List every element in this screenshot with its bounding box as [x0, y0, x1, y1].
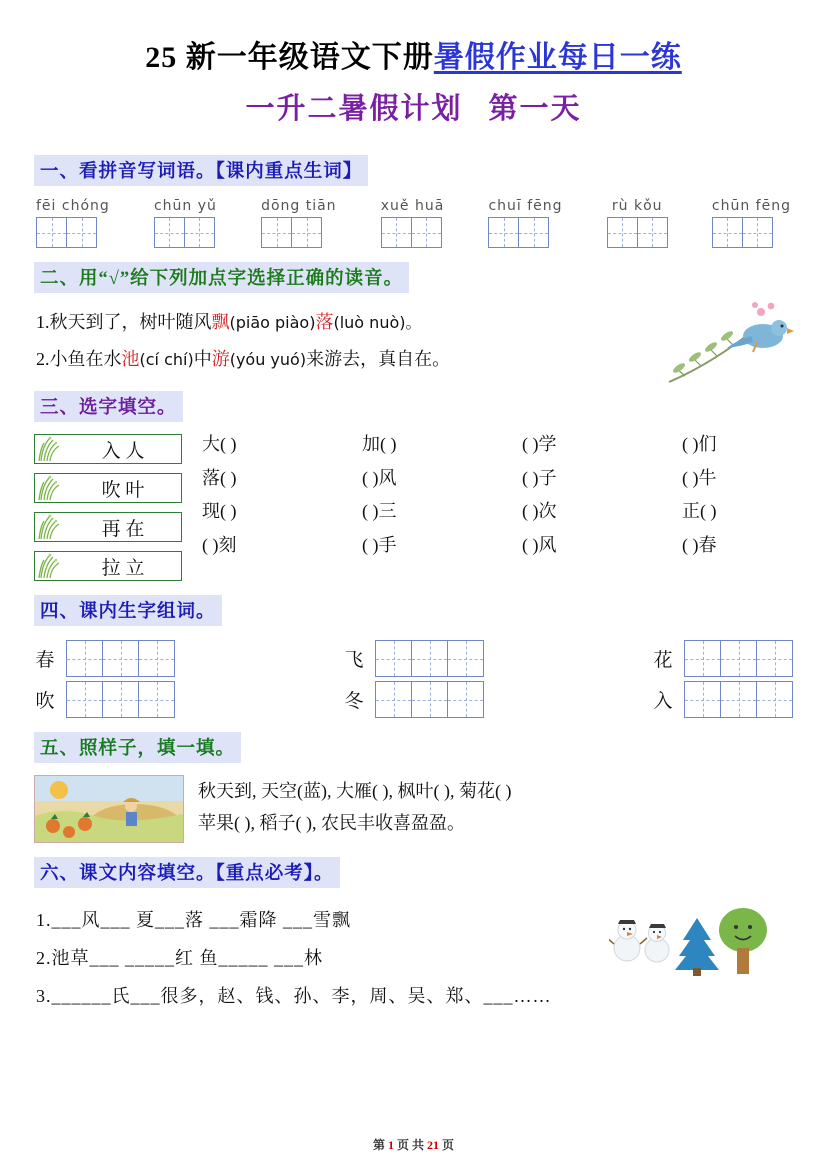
word-build-item: [343, 640, 484, 677]
tianzi-cell[interactable]: [102, 681, 139, 718]
blank-item[interactable]: 正( ): [682, 501, 717, 522]
tianzi-cell[interactable]: [154, 217, 185, 248]
section-6-heading: 六、课文内容填空。【重点必考】。: [34, 857, 340, 888]
tianzi-cell[interactable]: [742, 217, 773, 248]
blank-item[interactable]: 落( ): [202, 467, 237, 488]
tianzi-cell[interactable]: [447, 681, 484, 718]
text-run: 小鱼在水: [49, 349, 122, 369]
title-line1-black: 25 新一年级语文下册: [145, 41, 434, 74]
word-choice-text: 拉 立: [101, 557, 145, 579]
blank-item[interactable]: ( )们: [682, 434, 717, 454]
section-5-line-2[interactable]: 苹果( ), 稻子( ), 农民丰收喜盈盈。: [198, 813, 465, 834]
page-title: [34, 32, 793, 76]
fill-blank-row: [202, 468, 827, 490]
section-5-body: [34, 775, 793, 843]
tianzi-cell[interactable]: [66, 681, 103, 718]
tianzi-grid[interactable]: [36, 217, 110, 248]
section-5-text: [198, 775, 511, 840]
word-choice-box[interactable]: [34, 551, 182, 581]
tianzi-grid[interactable]: [261, 217, 337, 248]
fill-blank-row: [202, 535, 827, 557]
text-run: 来游去，真自在。: [306, 349, 451, 369]
grass-icon: [35, 474, 65, 502]
pinyin-label: chuī fēng: [488, 198, 563, 214]
fill-blank-row: [202, 501, 827, 523]
word-build-item: [34, 681, 175, 718]
tianzi-cell[interactable]: [756, 681, 793, 718]
word-choice-text: 再 在: [101, 518, 145, 540]
pinyin-item: [381, 198, 445, 248]
tianzi-cell[interactable]: [138, 640, 175, 677]
tianzi-cell[interactable]: [411, 640, 448, 677]
char-label: 吹: [35, 691, 55, 712]
pinyin-label: dōng tiān: [261, 198, 337, 214]
pinyin-label: rù kǒu: [611, 198, 663, 214]
section-6-line-3[interactable]: 3.______氏___很多，赵、钱、孙、李，周、吴、郑、___……: [36, 986, 552, 1006]
pinyin-choices[interactable]: (luò nuò)。: [333, 313, 422, 332]
section-1-heading: 一、看拼音写词语。【课内重点生词】: [34, 155, 368, 186]
grass-icon: [35, 552, 65, 580]
section-3-body: [34, 434, 793, 581]
char-label: 冬: [344, 691, 364, 712]
tianzi-cell[interactable]: [66, 640, 103, 677]
pinyin-label: fēi chóng: [36, 198, 110, 214]
pinyin-item: [488, 198, 562, 248]
blank-item[interactable]: ( )风: [362, 467, 397, 488]
pinyin-choices[interactable]: (piāo piào): [229, 313, 316, 332]
tianzi-grid[interactable]: [684, 681, 793, 718]
section-4-row-1: [34, 640, 793, 677]
blank-item[interactable]: ( )牛: [682, 467, 717, 488]
footer-suffix: 页: [442, 1138, 455, 1152]
tianzi-cell[interactable]: [375, 681, 412, 718]
tianzi-grid[interactable]: [381, 217, 445, 248]
marked-char: 池: [121, 349, 140, 369]
word-choice-text: 吹 叶: [101, 479, 145, 501]
pinyin-write-row: [36, 198, 791, 248]
pinyin-item: [36, 198, 110, 248]
tianzi-cell[interactable]: [102, 640, 139, 677]
word-choice-box[interactable]: [34, 473, 182, 503]
tianzi-cell[interactable]: [756, 640, 793, 677]
tianzi-cell[interactable]: [291, 217, 322, 248]
section-2-heading: 二、用“√”给下列加点字选择正确的读音。: [34, 262, 409, 293]
word-choice-box[interactable]: [34, 512, 182, 542]
tianzi-cell[interactable]: [607, 217, 638, 248]
bird-branch-illustration: [667, 296, 797, 392]
fill-blank-row: [202, 434, 827, 456]
char-label: 飞: [344, 650, 364, 671]
marked-char: 落: [315, 312, 334, 332]
section-3-heading: 三、选字填空。: [34, 391, 183, 422]
tianzi-cell[interactable]: [447, 640, 484, 677]
pinyin-item: [154, 198, 217, 248]
blank-item[interactable]: ( )手: [362, 534, 397, 555]
blank-item[interactable]: 大( ): [202, 434, 237, 454]
title-line1-blue: 暑假作业每日一练: [433, 41, 682, 74]
blank-item[interactable]: ( )子: [522, 467, 557, 488]
tianzi-cell[interactable]: [720, 640, 757, 677]
tianzi-grid[interactable]: [375, 640, 484, 677]
tianzi-cell[interactable]: [720, 681, 757, 718]
text-run: 秋天到了，树叶随风: [49, 312, 212, 332]
item-number: 1.: [36, 312, 50, 332]
pinyin-item: [261, 198, 337, 248]
pinyin-label: chūn fēng: [711, 198, 791, 214]
tianzi-cell[interactable]: [381, 217, 412, 248]
blank-item[interactable]: 现( ): [202, 501, 237, 522]
blank-item[interactable]: 加( ): [362, 434, 397, 454]
tianzi-grid[interactable]: [66, 681, 175, 718]
tianzi-grid[interactable]: [607, 217, 668, 248]
char-label: 春: [35, 650, 55, 671]
tianzi-cell[interactable]: [637, 217, 668, 248]
tianzi-cell[interactable]: [518, 217, 549, 248]
tianzi-cell[interactable]: [261, 217, 292, 248]
tianzi-grid[interactable]: [488, 217, 562, 248]
tianzi-cell[interactable]: [411, 217, 442, 248]
tianzi-cell[interactable]: [411, 681, 448, 718]
section-6-line-2[interactable]: 2.池草___ _____红 鱼_____ ___林: [36, 948, 323, 968]
pinyin-label: xuě huā: [380, 198, 445, 214]
word-build-item: [34, 640, 175, 677]
char-label: 入: [653, 691, 673, 712]
subtitle-right: 第一天: [488, 93, 582, 125]
tianzi-grid[interactable]: [712, 217, 791, 248]
pinyin-label: chūn yǔ: [153, 198, 217, 214]
tianzi-cell[interactable]: [684, 681, 721, 718]
char-label: 花: [653, 650, 673, 671]
harvest-illustration: [34, 775, 184, 843]
pinyin-choices[interactable]: (cí chí): [139, 350, 194, 369]
fill-blank-column: [202, 434, 827, 581]
tianzi-cell[interactable]: [66, 217, 97, 248]
tianzi-cell[interactable]: [375, 640, 412, 677]
word-build-item: [343, 681, 484, 718]
pinyin-choices[interactable]: (yóu yuó): [229, 350, 307, 369]
pinyin-item: [712, 198, 791, 248]
word-build-item: [652, 640, 793, 677]
tianzi-cell[interactable]: [138, 681, 175, 718]
section-5-line-1[interactable]: 秋天到, 天空(蓝), 大雁( ), 枫叶( ), 菊花( ): [198, 781, 512, 801]
pinyin-item: [607, 198, 668, 248]
word-choice-column: [34, 434, 182, 581]
grass-icon: [35, 435, 65, 463]
winter-illustration: [609, 900, 769, 976]
section-5-heading: 五、照样子，填一填。: [34, 732, 241, 763]
page-subtitle: [34, 86, 793, 127]
section-4-row-2: [34, 681, 793, 718]
tianzi-grid[interactable]: [66, 640, 175, 677]
footer-middle: 页 共: [396, 1138, 424, 1152]
blank-item[interactable]: ( )春: [682, 534, 717, 555]
grass-icon: [35, 513, 65, 541]
footer-prefix: 第: [372, 1138, 385, 1152]
tianzi-grid[interactable]: [684, 640, 793, 677]
subtitle-left: 一升二暑假计划: [245, 93, 463, 125]
blank-item[interactable]: ( )风: [522, 534, 557, 555]
blank-item[interactable]: ( )次: [522, 501, 557, 522]
blank-item[interactable]: ( )学: [522, 434, 557, 454]
tianzi-grid[interactable]: [375, 681, 484, 718]
tianzi-cell[interactable]: [684, 640, 721, 677]
marked-char: 飘: [211, 312, 230, 332]
word-choice-text: 入 人: [101, 440, 145, 462]
tianzi-grid[interactable]: [154, 217, 217, 248]
marked-char: 游: [211, 349, 230, 369]
item-number: 2.: [36, 349, 50, 369]
section-4-heading: 四、课内生字组词。: [34, 595, 222, 626]
word-choice-box[interactable]: [34, 434, 182, 464]
tianzi-cell[interactable]: [488, 217, 519, 248]
footer-page-number: 1: [387, 1138, 394, 1152]
footer-total-pages: 21: [427, 1138, 439, 1152]
section-6-line-1[interactable]: 1.___风___ 夏___落 ___霜降 ___雪飘: [36, 910, 351, 930]
tianzi-cell[interactable]: [712, 217, 743, 248]
tianzi-cell[interactable]: [184, 217, 215, 248]
page-footer: [0, 1136, 827, 1153]
word-build-item: [652, 681, 793, 718]
blank-item[interactable]: ( )三: [362, 501, 397, 522]
blank-item[interactable]: ( )刻: [202, 534, 237, 555]
text-run: 中: [193, 349, 212, 369]
tianzi-cell[interactable]: [36, 217, 67, 248]
